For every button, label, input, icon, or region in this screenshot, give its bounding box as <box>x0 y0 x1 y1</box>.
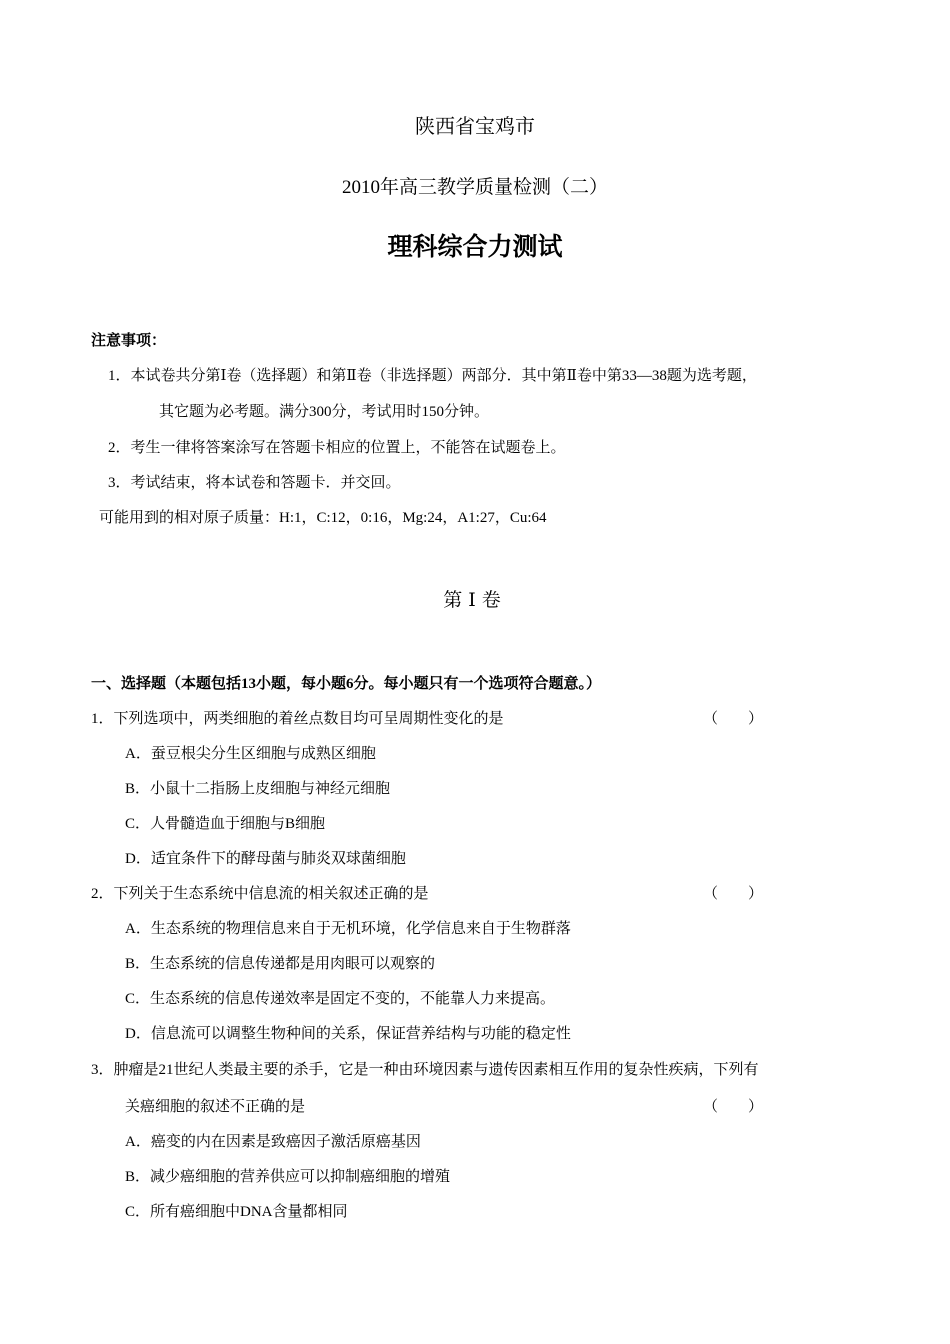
notice-item-3: 3．考试结束，将本试卷和答题卡．并交回。 <box>108 475 401 491</box>
notice-item-2: 2．考生一律将答案涂写在答题卡相应的位置上，不能答在试题卷上。 <box>108 440 566 456</box>
question-1-option-c: C．人骨髓造血于细胞与B细胞 <box>125 816 326 832</box>
question-1-option-b: B．小鼠十二指肠上皮细胞与神经元细胞 <box>125 781 391 797</box>
question-3-answer-paren: （ ） <box>703 1099 764 1115</box>
header-exam-title: 2010年高三教学质量检测（二） <box>341 177 608 198</box>
header-subject: 理科综合力测试 <box>387 234 563 261</box>
volume-title: 第Ⅰ卷 <box>443 590 507 611</box>
header-region: 陕西省宝鸡市 <box>415 116 535 138</box>
question-1-stem: 1．下列选项中，两类细胞的着丝点数目均可呈周期性变化的是 <box>91 711 504 727</box>
question-3-stem-cont: 关癌细胞的叙述不正确的是 <box>125 1099 306 1115</box>
question-2-stem: 2．下列关于生态系统中信息流的相关叙述正确的是 <box>91 886 429 902</box>
atomic-masses: 可能用到的相对原子质量：H:1，C:12，0:16，Mg:24，A1:27，Cu:64 <box>99 510 547 526</box>
question-1-option-a: A．蚕豆根尖分生区细胞与成熟区细胞 <box>125 746 376 762</box>
question-3-option-b: B．减少癌细胞的营养供应可以抑制癌细胞的增殖 <box>125 1169 451 1185</box>
question-1-option-d: D．适宜条件下的酵母菌与肺炎双球菌细胞 <box>125 851 406 867</box>
question-2-option-b: B．生态系统的信息传递都是用肉眼可以观察的 <box>125 956 436 972</box>
question-3-stem: 3．肿瘤是21世纪人类最主要的杀手，它是一种由环境因素与遗传因素相互作用的复杂性疾病，下列有 <box>91 1062 759 1078</box>
question-2-option-d: D．信息流可以调整生物种间的关系，保证营养结构与功能的稳定性 <box>125 1026 571 1042</box>
section-title: 一、选择题（本题包括13小题，每小题6分。每小题只有一个选项符合题意。） <box>91 676 602 692</box>
question-2-answer-paren: （ ） <box>703 886 764 902</box>
question-3-option-a: A．癌变的内在因素是致癌因子激活原癌基因 <box>125 1134 421 1150</box>
question-1-answer-paren: （ ） <box>703 711 764 727</box>
notice-title: 注意事项： <box>91 333 167 349</box>
question-3-option-c: C．所有癌细胞中DNA含量都相同 <box>125 1204 348 1220</box>
question-2-option-a: A．生态系统的物理信息来自于无机环境，化学信息来自于生物群落 <box>125 921 571 937</box>
notice-item-1: 1．本试卷共分第Ⅰ卷（选择题）和第Ⅱ卷（非选择题）两部分．其中第Ⅱ卷中第33—38题为选考题， <box>108 368 757 384</box>
notice-item-1-cont: 其它题为必考题。满分300分，考试用时150分钟。 <box>159 404 490 420</box>
question-2-option-c: C．生态系统的信息传递效率是固定不变的，不能靠人力来提高。 <box>125 991 556 1007</box>
